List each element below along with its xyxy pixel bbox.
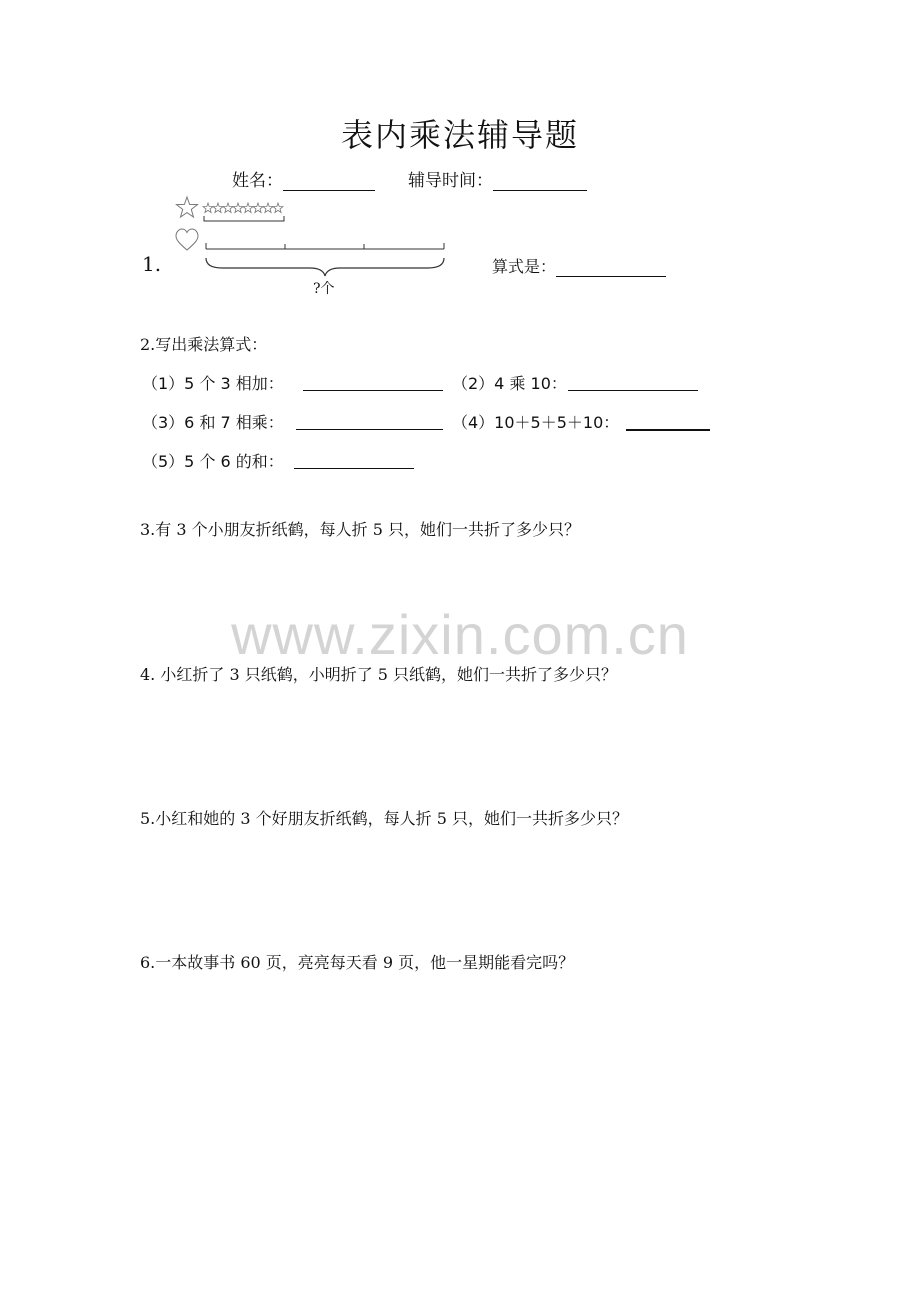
small-star-icon [223,203,233,213]
name-label: 姓名： [232,171,283,191]
q2-item-4-blank[interactable] [626,411,710,431]
q2-item-5 [142,449,284,472]
small-stars-row [203,203,283,213]
small-star-icon [253,203,263,213]
q2-item-1-blank[interactable] [303,372,443,391]
small-star-icon [203,203,213,213]
small-star-icon [233,203,243,213]
q2-item-3-blank[interactable] [296,411,443,430]
small-star-icon [243,203,253,213]
q1-brace-label: ?个 [313,281,335,297]
q2-item-2-label: （2）4 乘 10： [452,374,567,393]
segment-line [206,243,444,249]
q2-item-5-blank[interactable] [294,450,414,469]
q2-item-5-label: （5）5 个 6 的和： [142,452,284,471]
stars-bracket [204,216,284,221]
q2-item-4 [452,410,619,433]
small-star-icon [213,203,223,213]
q2-item-4-label: （4）10＋5＋5＋10： [452,413,620,432]
star-outline-icon [177,197,198,217]
watermark: www.zixin.com.cn [231,603,689,666]
q2-item-2-blank[interactable] [568,372,698,391]
q1-formula-row [492,254,666,277]
q3-text: 3.有 3 个小朋友折纸鹤，每人折 5 只，她们一共折了多少只？ [140,520,580,539]
name-blank[interactable] [283,172,375,191]
time-blank[interactable] [493,172,587,191]
time-label: 辅导时间： [408,171,493,191]
q6-text: 6.一本故事书 60 页，亮亮每天看 9 页，他一星期能看完吗？ [140,953,575,972]
q2-heading: 2.写出乘法算式： [140,335,268,354]
heart-outline-icon [176,229,198,250]
q2-item-2 [452,371,567,394]
q1-formula-blank[interactable] [556,258,666,277]
q1-formula-label: 算式是： [492,257,557,276]
q2-item-3-label: （3）6 和 7 相乘： [142,413,284,432]
small-star-icon [263,203,273,213]
q2-item-3 [142,410,284,433]
name-field-row [232,166,375,191]
small-star-icon [273,203,283,213]
q2-item-1-label: （1）5 个 3 相加： [142,374,284,393]
q1-number: 1. [142,252,162,276]
time-field-row [408,166,587,191]
curly-brace [206,258,444,276]
q4-text: 4. 小红折了 3 只纸鹤，小明折了 5 只纸鹤，她们一共折了多少只？ [140,665,618,684]
q5-text: 5.小红和她的 3 个好朋友折纸鹤，每人折 5 只，她们一共折多少只？ [140,809,628,828]
q2-item-1 [142,371,284,394]
page-title: 表内乘法辅导题 [340,116,579,154]
